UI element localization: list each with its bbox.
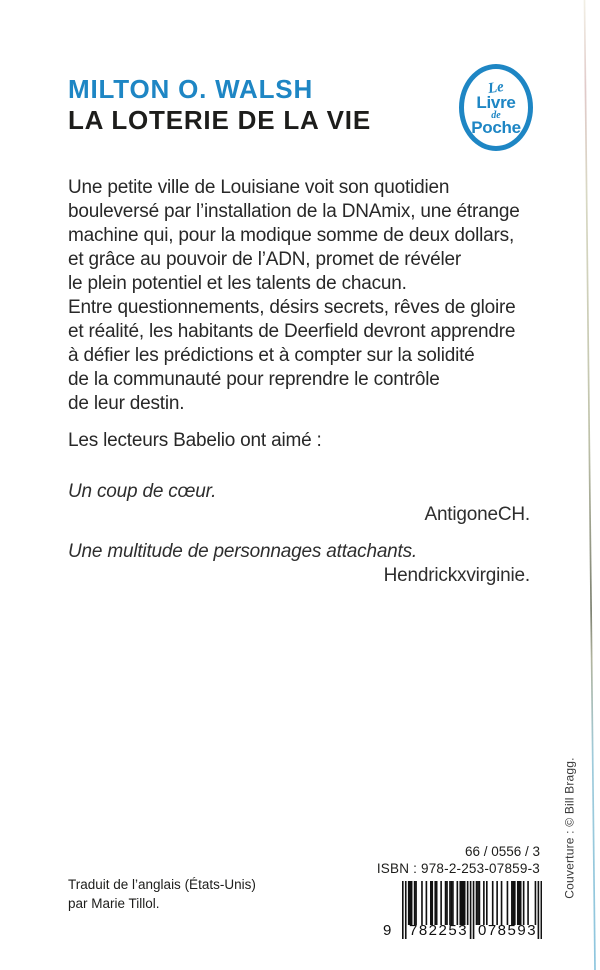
review-attribution: Hendrickxvirginie. [383,565,530,586]
synopsis-line: et grâce au pouvoir de l’ADN, promet de révéler [68,249,461,270]
synopsis-line: et réalité, les habitants de Deerfield devront apprendre [68,321,516,342]
logo-de: de [491,109,501,121]
synopsis-line: de la communauté pour reprendre le contrôle [68,369,440,390]
synopsis-line: le plein potentiel et les talents de chacun. [68,273,407,294]
barcode-digits-right: 078593 [478,922,538,939]
barcode-digit-first: 9 [383,922,392,939]
cover-credit [540,756,600,899]
author-name: MILTON O. WALSH [68,74,314,104]
review-attribution: AntigoneCH. [424,504,530,525]
synopsis-line: Entre questionnements, désirs secrets, rêves de gloire [68,297,516,318]
synopsis-line: à défier les prédictions et à compter sur la solidité [68,345,475,366]
logo-poche: Poche [471,117,521,137]
barcode-digits-left: 782253 [409,922,469,939]
publisher-logo [459,64,533,151]
synopsis-paragraph [68,176,520,416]
book-title: LA LOTERIE DE LA VIE [68,105,371,135]
babelio-heading: Les lecteurs Babelio ont aimé : [68,430,322,451]
cover-credit-text: Couverture : © Bill Bragg. [563,756,577,899]
logo-le: Le [486,78,505,97]
logo-livre: Livre [476,92,516,112]
isbn-label: ISBN : 978-2-253-07859-3 [376,861,540,876]
synopsis-line: machine qui, pour la modique somme de deux dollars, [68,225,515,246]
review-quote: Un coup de cœur. [68,481,217,502]
translator-line: par Marie Tillol. [68,896,160,911]
synopsis-line: bouleversé par l’installation de la DNAmix, une étrange [68,201,520,222]
print-code: 66 / 0556 / 3 [464,844,540,859]
translator-credit [68,875,256,913]
translator-line: Traduit de l’anglais (États-Unis) [68,877,256,892]
review-quote: Une multitude de personnages attachants. [68,541,418,562]
synopsis-line: Une petite ville de Louisiane voit son quotidien [68,177,450,198]
synopsis-line: de leur destin. [68,393,185,414]
